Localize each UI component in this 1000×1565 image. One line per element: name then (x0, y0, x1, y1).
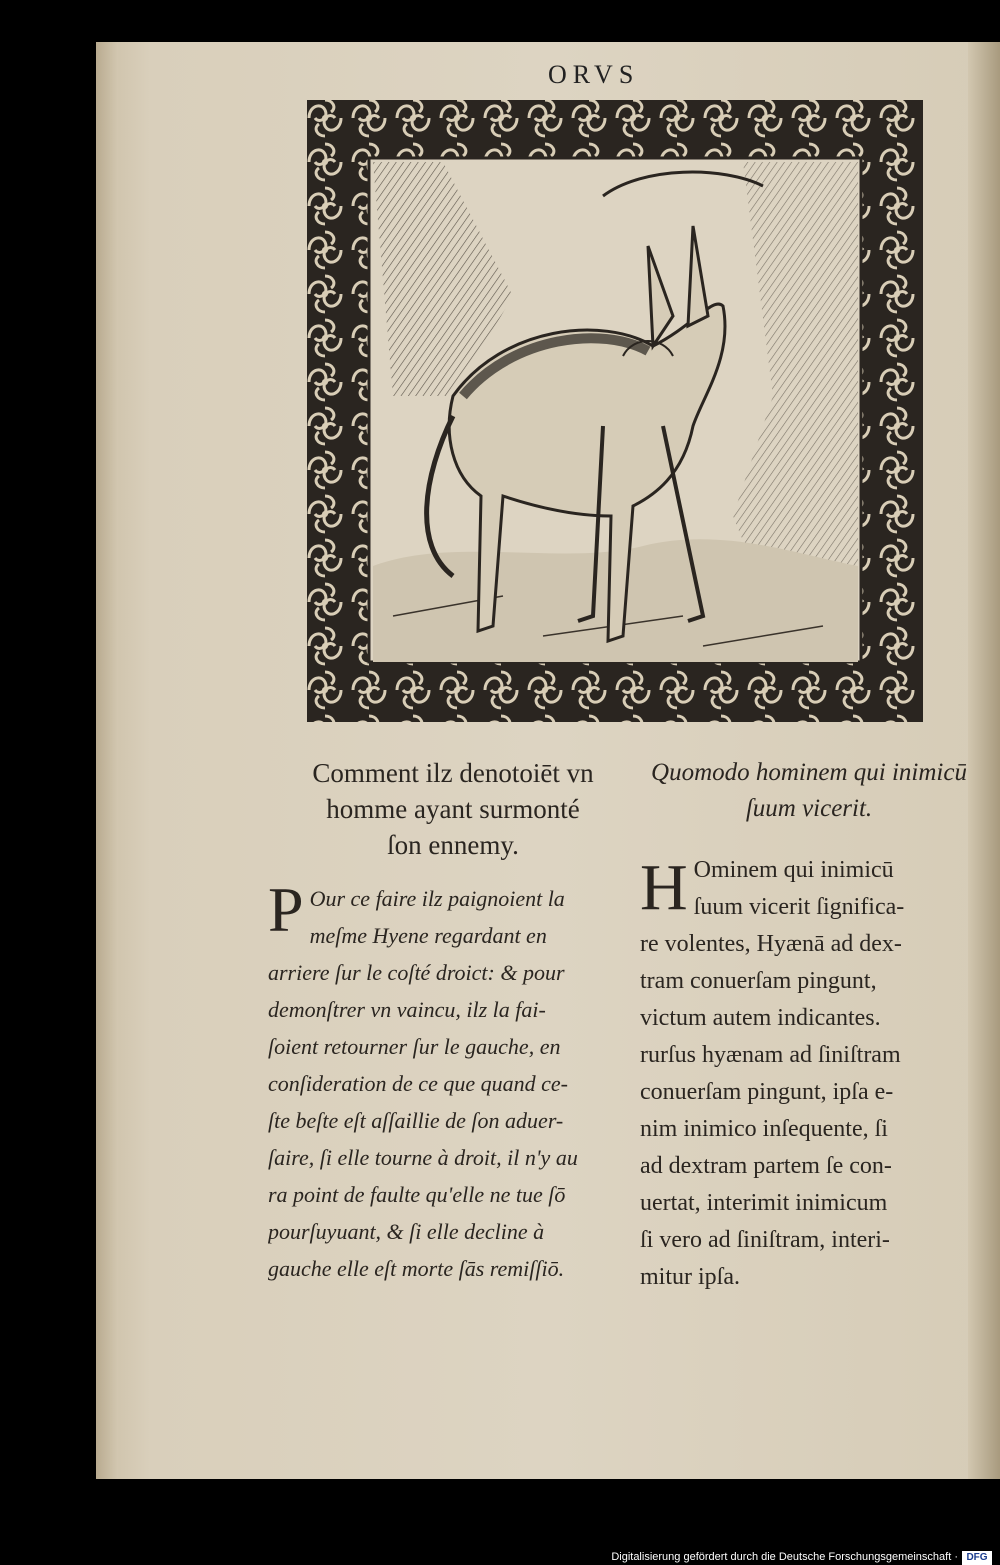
french-heading (268, 755, 638, 863)
latin-body-line: conuerſam pingunt, ipſa e- (640, 1079, 894, 1105)
latin-body-line: Ominem qui inimicū (693, 857, 894, 883)
french-body (268, 874, 616, 1287)
dfg-logo: DFG (962, 1551, 992, 1565)
french-heading-line: Comment ilz denotoiēt vn (312, 758, 594, 788)
latin-body-line: re volentes, Hyænā ad dex- (640, 931, 902, 957)
french-body-line: Our ce faire ilz paignoient la (309, 886, 565, 911)
latin-dropcap: H (640, 851, 688, 924)
latin-body-line: mitur ipſa. (640, 1264, 740, 1290)
french-body-line: conſideration de ce que quand ce- (268, 1071, 568, 1096)
french-body-line: meſme Hyene regardant en (309, 923, 547, 948)
latin-body-line: victum autem indicantes. (640, 1005, 881, 1031)
latin-body-line: uertat, interimit inimicum (640, 1190, 888, 1216)
page-gutter (96, 42, 118, 1479)
digitization-credit: Digitalisierung gefördert durch die Deutsche Forschungsgemeinschaft · (611, 1551, 958, 1563)
running-title: ORVS (548, 60, 640, 89)
french-heading-line: homme ayant surmonté (326, 794, 580, 824)
french-body-line: ſaire, ſi elle tourne à droit, il n'y au (268, 1145, 578, 1170)
french-dropcap: P (268, 874, 304, 945)
latin-heading (634, 755, 984, 827)
french-body-line: ſte beſte eſt aſſaillie de ſon aduer- (268, 1108, 564, 1133)
latin-body-line: ſuum vicerit ſignifica- (693, 894, 905, 920)
latin-body-line: nim inimico inſequente, ſi (640, 1116, 888, 1142)
french-body-line: pourſuyuant, & ſi elle decline à (268, 1219, 545, 1244)
latin-heading-line: ſuum vicerit. (745, 795, 873, 822)
french-body-line: demonſtrer vn vaincu, ilz la fai- (268, 997, 546, 1022)
woodcut-illustration (303, 96, 927, 726)
french-body-line: ra point de faulte qu'elle ne tue ſō (268, 1182, 566, 1207)
french-heading-line: ſon ennemy. (387, 830, 519, 860)
latin-body-line: ſi vero ad ſiniſtram, interi- (640, 1227, 890, 1253)
french-body-line: gauche elle eſt morte ſās remiſſiō. (268, 1256, 565, 1281)
latin-body-line: ad dextram partem ſe con- (640, 1153, 892, 1179)
latin-body (640, 852, 985, 1296)
latin-body-line: tram conuerſam pingunt, (640, 968, 877, 994)
french-body-line: ſoient retourner ſur le gauche, en (268, 1034, 561, 1059)
latin-body-line: rurſus hyænam ad ſiniſtram (640, 1042, 901, 1068)
scan-bottom-margin (0, 1479, 1000, 1541)
french-body-line: arriere ſur le coſté droict: & pour (268, 960, 565, 985)
latin-heading-line: Quomodo hominem qui inimicū (651, 759, 967, 786)
